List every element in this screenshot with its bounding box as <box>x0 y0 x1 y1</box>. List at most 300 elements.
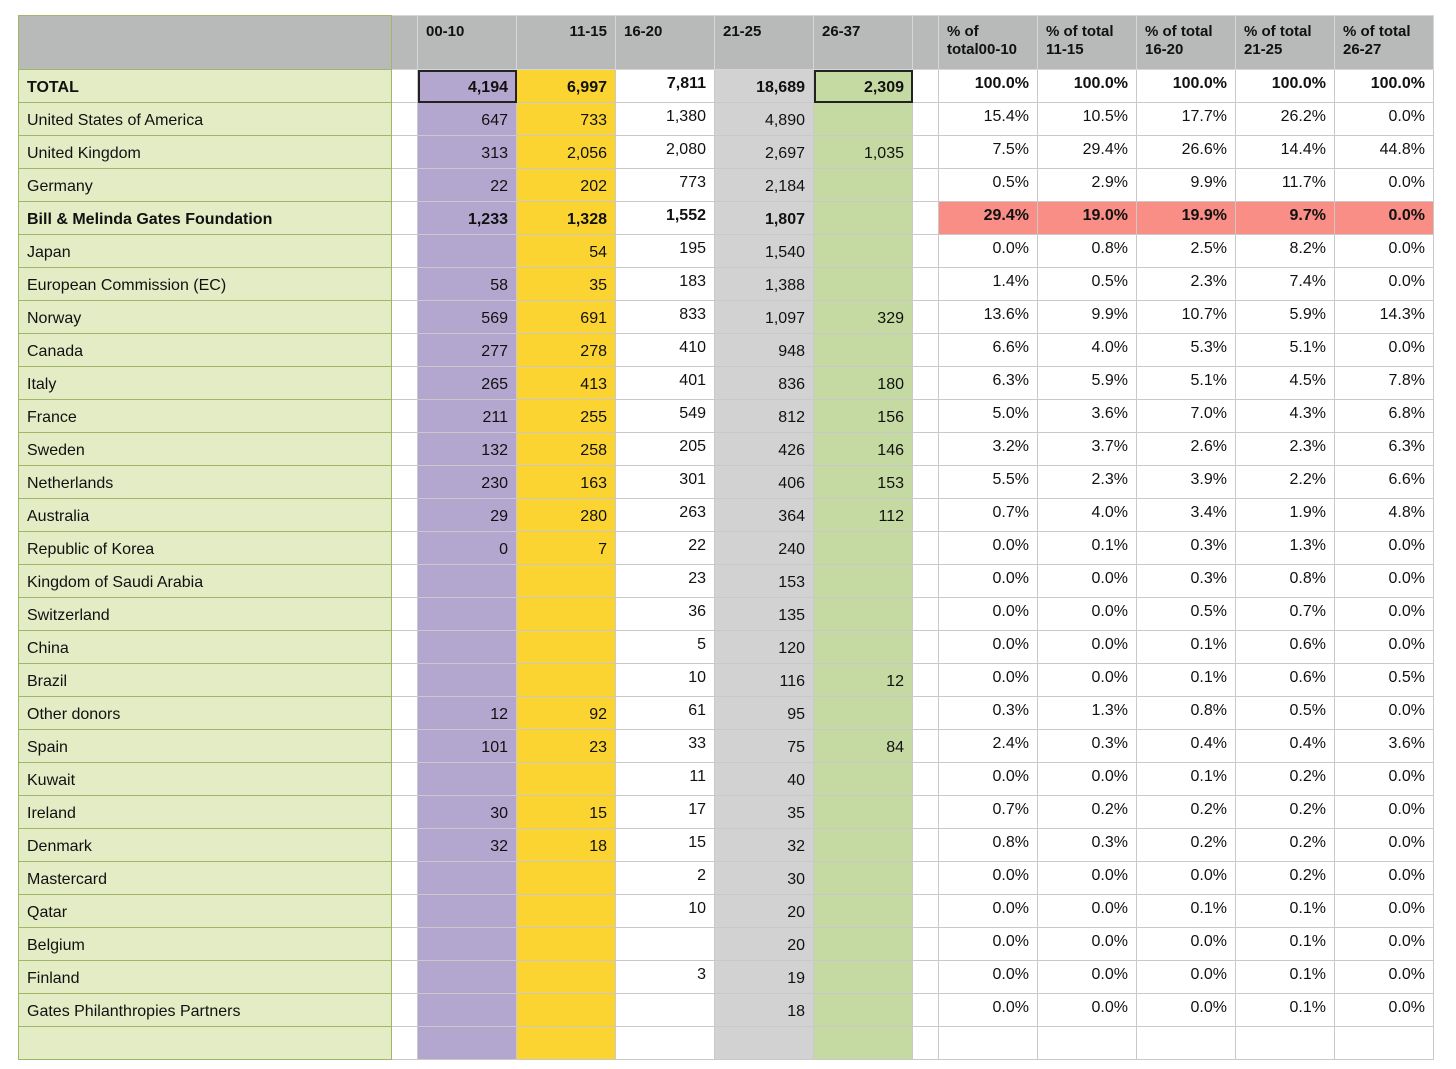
cell-16-20[interactable]: 773 <box>616 169 715 202</box>
cell-pct-00-10[interactable]: 0.5% <box>939 169 1038 202</box>
cell-16-20[interactable] <box>616 928 715 961</box>
cell-00-10[interactable] <box>418 631 517 664</box>
cell-donor-name[interactable]: Qatar <box>19 895 392 928</box>
cell-pct-16-20[interactable]: 2.6% <box>1137 433 1236 466</box>
cell-16-20[interactable]: 2,080 <box>616 136 715 169</box>
cell-pct-16-20[interactable]: 9.9% <box>1137 169 1236 202</box>
cell-pct-00-10[interactable]: 0.7% <box>939 499 1038 532</box>
cell-gap[interactable] <box>913 598 939 631</box>
cell-pct-11-15[interactable]: 0.3% <box>1038 829 1137 862</box>
cell-21-25[interactable]: 75 <box>715 730 814 763</box>
cell-pct-00-10[interactable]: 0.0% <box>939 928 1038 961</box>
cell-pct-26-27[interactable]: 6.6% <box>1335 466 1434 499</box>
cell-pct-00-10[interactable]: 0.7% <box>939 796 1038 829</box>
cell-pct-21-25[interactable]: 0.1% <box>1236 994 1335 1027</box>
cell-donor-name[interactable]: Australia <box>19 499 392 532</box>
cell-pct-11-15[interactable] <box>1038 1027 1137 1060</box>
cell-21-25[interactable]: 20 <box>715 895 814 928</box>
cell-pct-21-25[interactable]: 8.2% <box>1236 235 1335 268</box>
cell-donor-name[interactable]: European Commission (EC) <box>19 268 392 301</box>
cell-pct-00-10[interactable]: 1.4% <box>939 268 1038 301</box>
cell-26-37[interactable] <box>814 532 913 565</box>
cell-gap[interactable] <box>392 301 418 334</box>
cell-00-10[interactable]: 569 <box>418 301 517 334</box>
cell-pct-21-25[interactable]: 0.6% <box>1236 631 1335 664</box>
cell-pct-11-15[interactable]: 0.0% <box>1038 565 1137 598</box>
cell-26-37[interactable] <box>814 169 913 202</box>
cell-21-25[interactable]: 32 <box>715 829 814 862</box>
header-cell-16-20[interactable]: 16-20 <box>616 16 715 70</box>
cell-gap[interactable] <box>392 532 418 565</box>
cell-gap[interactable] <box>392 961 418 994</box>
cell-donor-name[interactable]: Brazil <box>19 664 392 697</box>
header-cell-00-10[interactable]: 00-10 <box>418 16 517 70</box>
cell-26-37[interactable] <box>814 565 913 598</box>
cell-pct-16-20[interactable]: 0.2% <box>1137 829 1236 862</box>
cell-pct-26-27[interactable]: 6.8% <box>1335 400 1434 433</box>
cell-11-15[interactable] <box>517 895 616 928</box>
cell-pct-26-27[interactable]: 0.0% <box>1335 697 1434 730</box>
cell-pct-11-15[interactable]: 3.7% <box>1038 433 1137 466</box>
cell-11-15[interactable] <box>517 664 616 697</box>
cell-26-37[interactable] <box>814 928 913 961</box>
cell-26-37[interactable] <box>814 202 913 235</box>
cell-00-10[interactable] <box>418 565 517 598</box>
cell-donor-name[interactable]: Finland <box>19 961 392 994</box>
cell-donor-name[interactable]: Republic of Korea <box>19 532 392 565</box>
cell-21-25[interactable]: 153 <box>715 565 814 598</box>
cell-pct-21-25[interactable]: 7.4% <box>1236 268 1335 301</box>
cell-26-37[interactable] <box>814 1027 913 1060</box>
cell-00-10[interactable]: 313 <box>418 136 517 169</box>
cell-pct-26-27[interactable]: 6.3% <box>1335 433 1434 466</box>
cell-16-20[interactable]: 23 <box>616 565 715 598</box>
cell-11-15[interactable] <box>517 565 616 598</box>
cell-gap[interactable] <box>913 532 939 565</box>
cell-11-15[interactable]: 1,328 <box>517 202 616 235</box>
header-cell-pct-16-20[interactable]: % of total 16-20 <box>1137 16 1236 70</box>
cell-gap[interactable] <box>913 433 939 466</box>
cell-00-10[interactable] <box>418 763 517 796</box>
header-cell-11-15[interactable]: 11-15 <box>517 16 616 70</box>
cell-16-20[interactable]: 410 <box>616 334 715 367</box>
cell-pct-21-25[interactable]: 0.7% <box>1236 598 1335 631</box>
cell-21-25[interactable]: 406 <box>715 466 814 499</box>
cell-00-10[interactable]: 12 <box>418 697 517 730</box>
cell-gap[interactable] <box>913 565 939 598</box>
cell-pct-26-27[interactable]: 0.0% <box>1335 994 1434 1027</box>
cell-21-25[interactable]: 135 <box>715 598 814 631</box>
cell-pct-21-25[interactable] <box>1236 1027 1335 1060</box>
cell-pct-00-10[interactable]: 0.0% <box>939 532 1038 565</box>
cell-26-37[interactable] <box>814 994 913 1027</box>
cell-pct-26-27[interactable]: 0.0% <box>1335 235 1434 268</box>
cell-21-25[interactable]: 240 <box>715 532 814 565</box>
cell-26-37[interactable] <box>814 235 913 268</box>
cell-donor-name[interactable]: Germany <box>19 169 392 202</box>
cell-00-10[interactable] <box>418 994 517 1027</box>
cell-00-10[interactable]: 30 <box>418 796 517 829</box>
cell-gap[interactable] <box>913 400 939 433</box>
cell-gap[interactable] <box>913 70 939 103</box>
cell-11-15[interactable]: 163 <box>517 466 616 499</box>
cell-pct-16-20[interactable]: 10.7% <box>1137 301 1236 334</box>
cell-gap[interactable] <box>913 730 939 763</box>
cell-pct-21-25[interactable]: 4.3% <box>1236 400 1335 433</box>
cell-pct-11-15[interactable]: 0.0% <box>1038 631 1137 664</box>
cell-16-20[interactable]: 7,811 <box>616 70 715 103</box>
cell-donor-name[interactable]: Japan <box>19 235 392 268</box>
cell-11-15[interactable]: 255 <box>517 400 616 433</box>
cell-pct-11-15[interactable]: 29.4% <box>1038 136 1137 169</box>
cell-pct-26-27[interactable]: 0.0% <box>1335 631 1434 664</box>
cell-pct-16-20[interactable]: 0.5% <box>1137 598 1236 631</box>
cell-26-37[interactable] <box>814 697 913 730</box>
cell-21-25[interactable]: 2,697 <box>715 136 814 169</box>
cell-26-37[interactable] <box>814 763 913 796</box>
cell-gap[interactable] <box>392 70 418 103</box>
cell-pct-26-27[interactable]: 0.5% <box>1335 664 1434 697</box>
cell-21-25[interactable]: 1,097 <box>715 301 814 334</box>
cell-gap[interactable] <box>913 103 939 136</box>
cell-16-20[interactable]: 36 <box>616 598 715 631</box>
cell-pct-16-20[interactable]: 26.6% <box>1137 136 1236 169</box>
cell-11-15[interactable]: 7 <box>517 532 616 565</box>
cell-16-20[interactable]: 33 <box>616 730 715 763</box>
cell-11-15[interactable] <box>517 631 616 664</box>
cell-pct-16-20[interactable]: 2.5% <box>1137 235 1236 268</box>
cell-pct-26-27[interactable]: 0.0% <box>1335 961 1434 994</box>
cell-00-10[interactable]: 277 <box>418 334 517 367</box>
cell-gap[interactable] <box>392 169 418 202</box>
cell-11-15[interactable] <box>517 763 616 796</box>
cell-pct-21-25[interactable]: 1.9% <box>1236 499 1335 532</box>
cell-pct-16-20[interactable]: 0.3% <box>1137 532 1236 565</box>
header-cell-gap[interactable] <box>913 16 939 70</box>
cell-pct-11-15[interactable]: 0.2% <box>1038 796 1137 829</box>
cell-pct-26-27[interactable]: 0.0% <box>1335 532 1434 565</box>
cell-00-10[interactable] <box>418 664 517 697</box>
cell-11-15[interactable]: 258 <box>517 433 616 466</box>
cell-26-37[interactable] <box>814 895 913 928</box>
cell-pct-00-10[interactable]: 0.0% <box>939 763 1038 796</box>
cell-11-15[interactable]: 6,997 <box>517 70 616 103</box>
cell-pct-11-15[interactable]: 100.0% <box>1038 70 1137 103</box>
cell-pct-21-25[interactable]: 0.4% <box>1236 730 1335 763</box>
cell-16-20[interactable]: 195 <box>616 235 715 268</box>
cell-pct-21-25[interactable]: 0.1% <box>1236 928 1335 961</box>
cell-pct-11-15[interactable]: 0.0% <box>1038 895 1137 928</box>
cell-pct-26-27[interactable]: 0.0% <box>1335 829 1434 862</box>
cell-pct-11-15[interactable]: 0.5% <box>1038 268 1137 301</box>
cell-pct-21-25[interactable]: 0.2% <box>1236 796 1335 829</box>
cell-pct-11-15[interactable]: 0.0% <box>1038 994 1137 1027</box>
cell-gap[interactable] <box>913 664 939 697</box>
cell-pct-00-10[interactable]: 0.0% <box>939 664 1038 697</box>
cell-pct-26-27[interactable]: 44.8% <box>1335 136 1434 169</box>
cell-gap[interactable] <box>913 796 939 829</box>
cell-16-20[interactable]: 17 <box>616 796 715 829</box>
cell-pct-16-20[interactable]: 19.9% <box>1137 202 1236 235</box>
header-cell-21-25[interactable]: 21-25 <box>715 16 814 70</box>
cell-21-25[interactable] <box>715 1027 814 1060</box>
cell-gap[interactable] <box>913 829 939 862</box>
cell-pct-11-15[interactable]: 4.0% <box>1038 499 1137 532</box>
cell-00-10[interactable]: 58 <box>418 268 517 301</box>
cell-16-20[interactable]: 11 <box>616 763 715 796</box>
cell-donor-name[interactable]: Denmark <box>19 829 392 862</box>
cell-16-20[interactable]: 22 <box>616 532 715 565</box>
header-cell-pct-26-27[interactable]: % of total 26-27 <box>1335 16 1434 70</box>
cell-gap[interactable] <box>392 400 418 433</box>
cell-donor-name[interactable]: United States of America <box>19 103 392 136</box>
cell-pct-21-25[interactable]: 1.3% <box>1236 532 1335 565</box>
cell-gap[interactable] <box>392 895 418 928</box>
cell-21-25[interactable]: 2,184 <box>715 169 814 202</box>
cell-pct-00-10[interactable]: 0.0% <box>939 862 1038 895</box>
cell-pct-16-20[interactable]: 0.1% <box>1137 631 1236 664</box>
cell-00-10[interactable] <box>418 1027 517 1060</box>
cell-pct-16-20[interactable]: 0.1% <box>1137 895 1236 928</box>
cell-00-10[interactable]: 0 <box>418 532 517 565</box>
cell-pct-26-27[interactable]: 0.0% <box>1335 928 1434 961</box>
cell-11-15[interactable]: 2,056 <box>517 136 616 169</box>
cell-21-25[interactable]: 30 <box>715 862 814 895</box>
cell-pct-00-10[interactable]: 6.3% <box>939 367 1038 400</box>
cell-pct-00-10[interactable]: 5.0% <box>939 400 1038 433</box>
cell-pct-26-27[interactable]: 0.0% <box>1335 334 1434 367</box>
cell-donor-name[interactable]: Kingdom of Saudi Arabia <box>19 565 392 598</box>
cell-00-10[interactable]: 647 <box>418 103 517 136</box>
cell-pct-26-27[interactable]: 0.0% <box>1335 202 1434 235</box>
header-cell-pct-11-15[interactable]: % of total 11-15 <box>1038 16 1137 70</box>
cell-pct-00-10[interactable]: 15.4% <box>939 103 1038 136</box>
cell-gap[interactable] <box>392 499 418 532</box>
cell-11-15[interactable] <box>517 598 616 631</box>
cell-26-37[interactable]: 2,309 <box>814 70 913 103</box>
cell-00-10[interactable]: 4,194 <box>418 70 517 103</box>
cell-pct-21-25[interactable]: 5.9% <box>1236 301 1335 334</box>
cell-donor-name[interactable]: Sweden <box>19 433 392 466</box>
cell-pct-26-27[interactable]: 0.0% <box>1335 565 1434 598</box>
cell-26-37[interactable] <box>814 103 913 136</box>
cell-26-37[interactable] <box>814 598 913 631</box>
cell-26-37[interactable]: 146 <box>814 433 913 466</box>
cell-00-10[interactable] <box>418 598 517 631</box>
cell-pct-11-15[interactable]: 0.0% <box>1038 862 1137 895</box>
cell-pct-21-25[interactable]: 0.5% <box>1236 697 1335 730</box>
cell-16-20[interactable]: 61 <box>616 697 715 730</box>
cell-donor-name[interactable]: TOTAL <box>19 70 392 103</box>
cell-pct-26-27[interactable]: 0.0% <box>1335 268 1434 301</box>
cell-21-25[interactable]: 812 <box>715 400 814 433</box>
cell-26-37[interactable]: 12 <box>814 664 913 697</box>
cell-pct-16-20[interactable]: 0.1% <box>1137 664 1236 697</box>
cell-21-25[interactable]: 1,807 <box>715 202 814 235</box>
cell-26-37[interactable] <box>814 334 913 367</box>
cell-16-20[interactable]: 183 <box>616 268 715 301</box>
cell-pct-21-25[interactable]: 2.3% <box>1236 433 1335 466</box>
cell-gap[interactable] <box>392 697 418 730</box>
cell-pct-26-27[interactable]: 0.0% <box>1335 862 1434 895</box>
cell-pct-16-20[interactable]: 0.4% <box>1137 730 1236 763</box>
cell-00-10[interactable]: 230 <box>418 466 517 499</box>
cell-pct-11-15[interactable]: 1.3% <box>1038 697 1137 730</box>
cell-donor-name[interactable]: Gates Philanthropies Partners <box>19 994 392 1027</box>
cell-pct-21-25[interactable]: 9.7% <box>1236 202 1335 235</box>
cell-gap[interactable] <box>392 235 418 268</box>
cell-gap[interactable] <box>913 367 939 400</box>
cell-pct-00-10[interactable]: 0.0% <box>939 631 1038 664</box>
cell-pct-00-10[interactable]: 0.8% <box>939 829 1038 862</box>
header-cell-pct-00-10[interactable]: % of total00-10 <box>939 16 1038 70</box>
cell-pct-11-15[interactable]: 0.1% <box>1038 532 1137 565</box>
cell-pct-21-25[interactable]: 4.5% <box>1236 367 1335 400</box>
cell-pct-26-27[interactable]: 0.0% <box>1335 103 1434 136</box>
cell-pct-26-27[interactable]: 100.0% <box>1335 70 1434 103</box>
cell-26-37[interactable] <box>814 268 913 301</box>
cell-00-10[interactable]: 211 <box>418 400 517 433</box>
cell-pct-21-25[interactable]: 0.2% <box>1236 763 1335 796</box>
cell-00-10[interactable] <box>418 928 517 961</box>
cell-pct-16-20[interactable]: 2.3% <box>1137 268 1236 301</box>
cell-gap[interactable] <box>392 103 418 136</box>
cell-pct-26-27[interactable]: 3.6% <box>1335 730 1434 763</box>
cell-pct-00-10[interactable]: 0.0% <box>939 895 1038 928</box>
cell-pct-26-27[interactable]: 0.0% <box>1335 169 1434 202</box>
cell-pct-16-20[interactable]: 5.3% <box>1137 334 1236 367</box>
cell-16-20[interactable]: 3 <box>616 961 715 994</box>
cell-26-37[interactable]: 153 <box>814 466 913 499</box>
cell-00-10[interactable]: 132 <box>418 433 517 466</box>
cell-gap[interactable] <box>392 433 418 466</box>
cell-pct-26-27[interactable]: 0.0% <box>1335 895 1434 928</box>
cell-11-15[interactable] <box>517 994 616 1027</box>
cell-pct-26-27[interactable]: 0.0% <box>1335 796 1434 829</box>
cell-gap[interactable] <box>392 367 418 400</box>
cell-donor-name[interactable]: Switzerland <box>19 598 392 631</box>
cell-16-20[interactable]: 205 <box>616 433 715 466</box>
cell-pct-21-25[interactable]: 5.1% <box>1236 334 1335 367</box>
cell-gap[interactable] <box>392 994 418 1027</box>
cell-16-20[interactable] <box>616 994 715 1027</box>
cell-pct-00-10[interactable]: 100.0% <box>939 70 1038 103</box>
cell-16-20[interactable]: 401 <box>616 367 715 400</box>
cell-21-25[interactable]: 836 <box>715 367 814 400</box>
cell-pct-11-15[interactable]: 0.0% <box>1038 598 1137 631</box>
cell-26-37[interactable] <box>814 862 913 895</box>
cell-gap[interactable] <box>392 268 418 301</box>
cell-pct-11-15[interactable]: 0.8% <box>1038 235 1137 268</box>
cell-11-15[interactable]: 691 <box>517 301 616 334</box>
cell-donor-name[interactable]: Canada <box>19 334 392 367</box>
cell-pct-26-27[interactable]: 14.3% <box>1335 301 1434 334</box>
cell-26-37[interactable] <box>814 796 913 829</box>
cell-pct-00-10[interactable]: 6.6% <box>939 334 1038 367</box>
cell-pct-26-27[interactable]: 0.0% <box>1335 763 1434 796</box>
cell-21-25[interactable]: 1,540 <box>715 235 814 268</box>
cell-16-20[interactable] <box>616 1027 715 1060</box>
cell-pct-21-25[interactable]: 0.2% <box>1236 862 1335 895</box>
cell-pct-11-15[interactable]: 3.6% <box>1038 400 1137 433</box>
cell-11-15[interactable] <box>517 862 616 895</box>
cell-pct-16-20[interactable]: 0.2% <box>1137 796 1236 829</box>
cell-21-25[interactable]: 40 <box>715 763 814 796</box>
cell-pct-11-15[interactable]: 10.5% <box>1038 103 1137 136</box>
cell-pct-00-10[interactable]: 0.0% <box>939 961 1038 994</box>
cell-pct-16-20[interactable]: 3.9% <box>1137 466 1236 499</box>
cell-gap[interactable] <box>392 862 418 895</box>
cell-16-20[interactable]: 2 <box>616 862 715 895</box>
cell-26-37[interactable] <box>814 631 913 664</box>
cell-pct-00-10[interactable]: 0.0% <box>939 565 1038 598</box>
cell-21-25[interactable]: 116 <box>715 664 814 697</box>
cell-gap[interactable] <box>913 466 939 499</box>
cell-21-25[interactable]: 948 <box>715 334 814 367</box>
cell-pct-00-10[interactable]: 13.6% <box>939 301 1038 334</box>
cell-pct-00-10[interactable]: 0.3% <box>939 697 1038 730</box>
cell-pct-21-25[interactable]: 26.2% <box>1236 103 1335 136</box>
header-cell-pct-21-25[interactable]: % of total 21-25 <box>1236 16 1335 70</box>
cell-gap[interactable] <box>913 961 939 994</box>
cell-gap[interactable] <box>913 862 939 895</box>
cell-16-20[interactable]: 5 <box>616 631 715 664</box>
cell-pct-16-20[interactable]: 100.0% <box>1137 70 1236 103</box>
cell-gap[interactable] <box>392 1027 418 1060</box>
cell-gap[interactable] <box>392 202 418 235</box>
cell-gap[interactable] <box>913 235 939 268</box>
cell-pct-11-15[interactable]: 4.0% <box>1038 334 1137 367</box>
cell-11-15[interactable]: 280 <box>517 499 616 532</box>
cell-donor-name[interactable]: Bill & Melinda Gates Foundation <box>19 202 392 235</box>
cell-pct-21-25[interactable]: 11.7% <box>1236 169 1335 202</box>
cell-pct-16-20[interactable]: 0.0% <box>1137 994 1236 1027</box>
cell-pct-11-15[interactable]: 2.3% <box>1038 466 1137 499</box>
cell-gap[interactable] <box>913 301 939 334</box>
cell-donor-name[interactable]: Ireland <box>19 796 392 829</box>
cell-pct-11-15[interactable]: 0.0% <box>1038 928 1137 961</box>
cell-00-10[interactable] <box>418 235 517 268</box>
cell-pct-16-20[interactable]: 0.0% <box>1137 961 1236 994</box>
cell-donor-name[interactable]: Netherlands <box>19 466 392 499</box>
cell-11-15[interactable] <box>517 961 616 994</box>
cell-pct-21-25[interactable]: 0.1% <box>1236 961 1335 994</box>
header-cell-name[interactable] <box>19 16 392 70</box>
cell-pct-11-15[interactable]: 5.9% <box>1038 367 1137 400</box>
cell-pct-21-25[interactable]: 2.2% <box>1236 466 1335 499</box>
cell-pct-26-27[interactable]: 4.8% <box>1335 499 1434 532</box>
cell-pct-21-25[interactable]: 0.2% <box>1236 829 1335 862</box>
cell-16-20[interactable]: 301 <box>616 466 715 499</box>
cell-pct-00-10[interactable]: 2.4% <box>939 730 1038 763</box>
cell-21-25[interactable]: 35 <box>715 796 814 829</box>
cell-gap[interactable] <box>392 631 418 664</box>
cell-pct-21-25[interactable]: 0.8% <box>1236 565 1335 598</box>
cell-00-10[interactable]: 101 <box>418 730 517 763</box>
cell-26-37[interactable]: 156 <box>814 400 913 433</box>
cell-16-20[interactable]: 15 <box>616 829 715 862</box>
cell-donor-name[interactable]: United Kingdom <box>19 136 392 169</box>
cell-gap[interactable] <box>913 169 939 202</box>
cell-pct-11-15[interactable]: 9.9% <box>1038 301 1137 334</box>
cell-gap[interactable] <box>913 499 939 532</box>
cell-gap[interactable] <box>392 334 418 367</box>
cell-26-37[interactable] <box>814 961 913 994</box>
cell-11-15[interactable]: 54 <box>517 235 616 268</box>
cell-pct-11-15[interactable]: 0.0% <box>1038 763 1137 796</box>
cell-gap[interactable] <box>913 334 939 367</box>
cell-21-25[interactable]: 19 <box>715 961 814 994</box>
